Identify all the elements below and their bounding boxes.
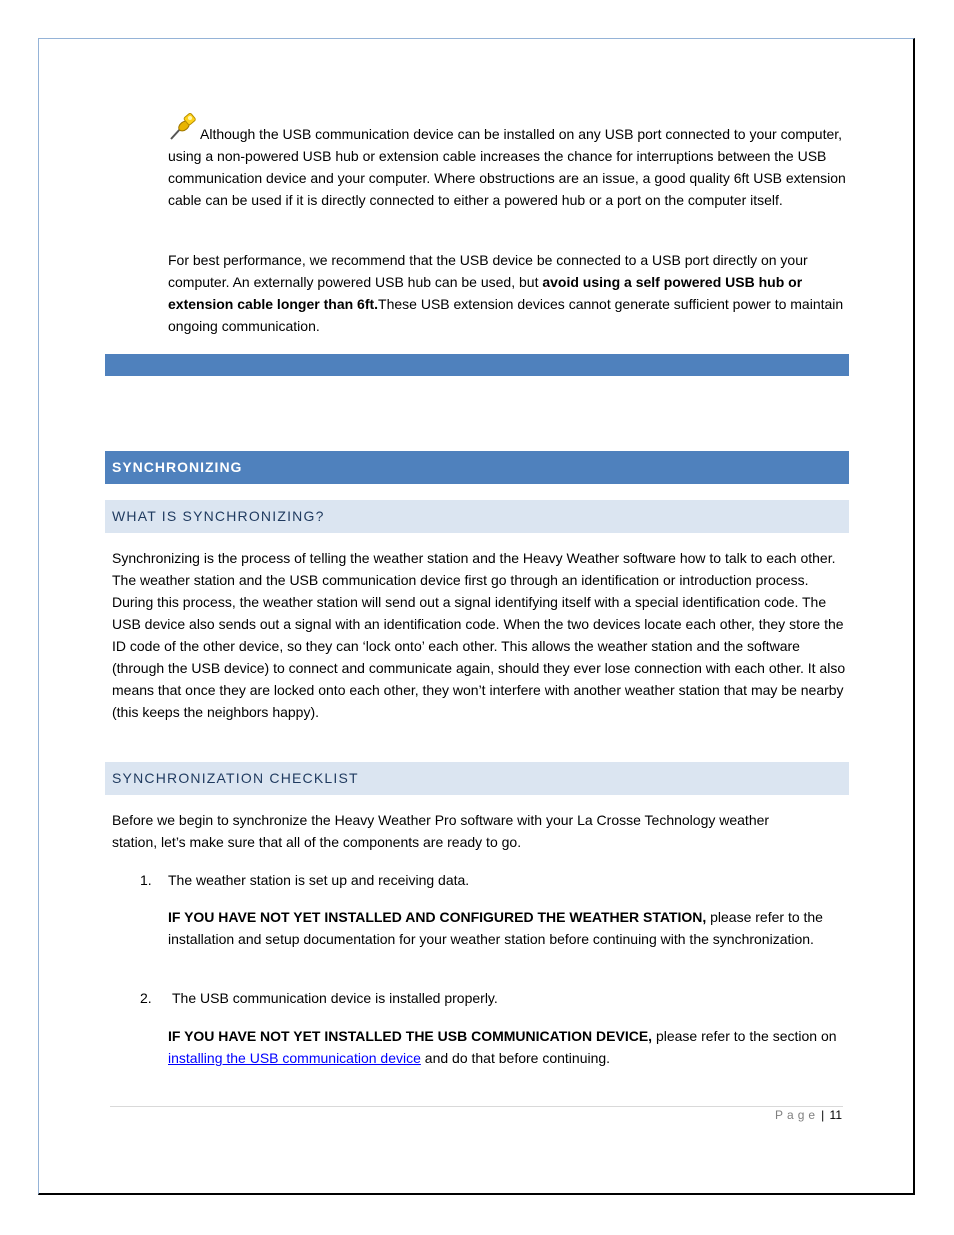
recommendation-warning: avoid using a self powered USB hub or extension cable longer than 6ft. [168,274,803,312]
heading-synchronizing: SYNCHRONIZING [105,451,849,484]
list-item-note-text: please refer to the section on [652,1028,837,1044]
list-item-note [168,1025,848,1069]
note-paragraph [168,113,848,211]
page-label: Page [775,1108,820,1122]
page-footer [775,1108,842,1122]
list-item: The weather station is set up and receiving data. [168,872,470,888]
checklist-intro: Before we begin to synchronize the Heavy Weather Pro software with your La Crosse Technology weather station, let’s make sure that all of the components are ready to go. [112,812,770,850]
install-usb-device-link[interactable]: installing the USB communication device [168,1050,421,1066]
recommendation-paragraph [168,249,848,337]
note-paragraph-text: Although the USB communication device can be installed on any USB port connected to your computer, using a non-powered USB hub or extension cable increases the chance for interruptions between the USB communication device and your computer. Where obstructions are an issue, a good quality 6ft USB extension cable can be used if it is directly connected to either a powered hub or a port on the computer itself. [168,126,846,208]
recommendation-text-start: For best performance, we recommend that the USB device be connected to a USB port directly on your computer. An externally powered USB hub can be used, but [168,252,808,290]
page-separator: | [821,1108,825,1122]
what-is-synchronizing-text: Synchronizing is the process of telling the weather station and the Heavy Weather software how to talk to each other. The weather station and the USB communication device first go through an identification or introduction process. During this process, the weather station will send out a signal identifying itself with a special identification code. The USB device also sends out a signal with an identification code. When the two devices locate each other, they store the ID code of the other device, so they can ‘lock onto’ each other. This allows the weather station and the software (through the USB device) to connect and communicate again, should they ever lose connection with each other. It also means that once they are locked onto each other, they won’t interfere with another weather station that may be nearby (this keeps the neighbors happy). [112,550,846,720]
list-item-number: 2. [140,990,152,1006]
list-item-note-text: please refer to the installation and setup documentation for your weather station before continuing with the synchronization. [168,909,823,947]
list-item-note-warning: IF YOU HAVE NOT YET INSTALLED AND CONFIGURED THE WEATHER STATION, [168,909,707,925]
list-item-note-end: and do that before continuing. [420,1050,611,1066]
subheading-synchronization-checklist: SYNCHRONIZATION CHECKLIST [105,762,849,795]
section-divider-bar [105,354,849,376]
list-item-note [168,906,848,950]
pushpin-icon [168,113,198,141]
recommendation-text-end: These USB extension devices cannot generate sufficient power to maintain ongoing communication. [168,296,844,334]
subheading-what-is-synchronizing: WHAT IS SYNCHRONIZING? [105,500,849,533]
footer-divider [110,1106,843,1107]
list-item: The USB communication device is installed properly. [172,990,498,1006]
page-number: 11 [829,1108,842,1122]
list-item-note-warning: IF YOU HAVE NOT YET INSTALLED THE USB COMMUNICATION DEVICE, [168,1028,653,1044]
list-item-number: 1. [140,872,152,888]
